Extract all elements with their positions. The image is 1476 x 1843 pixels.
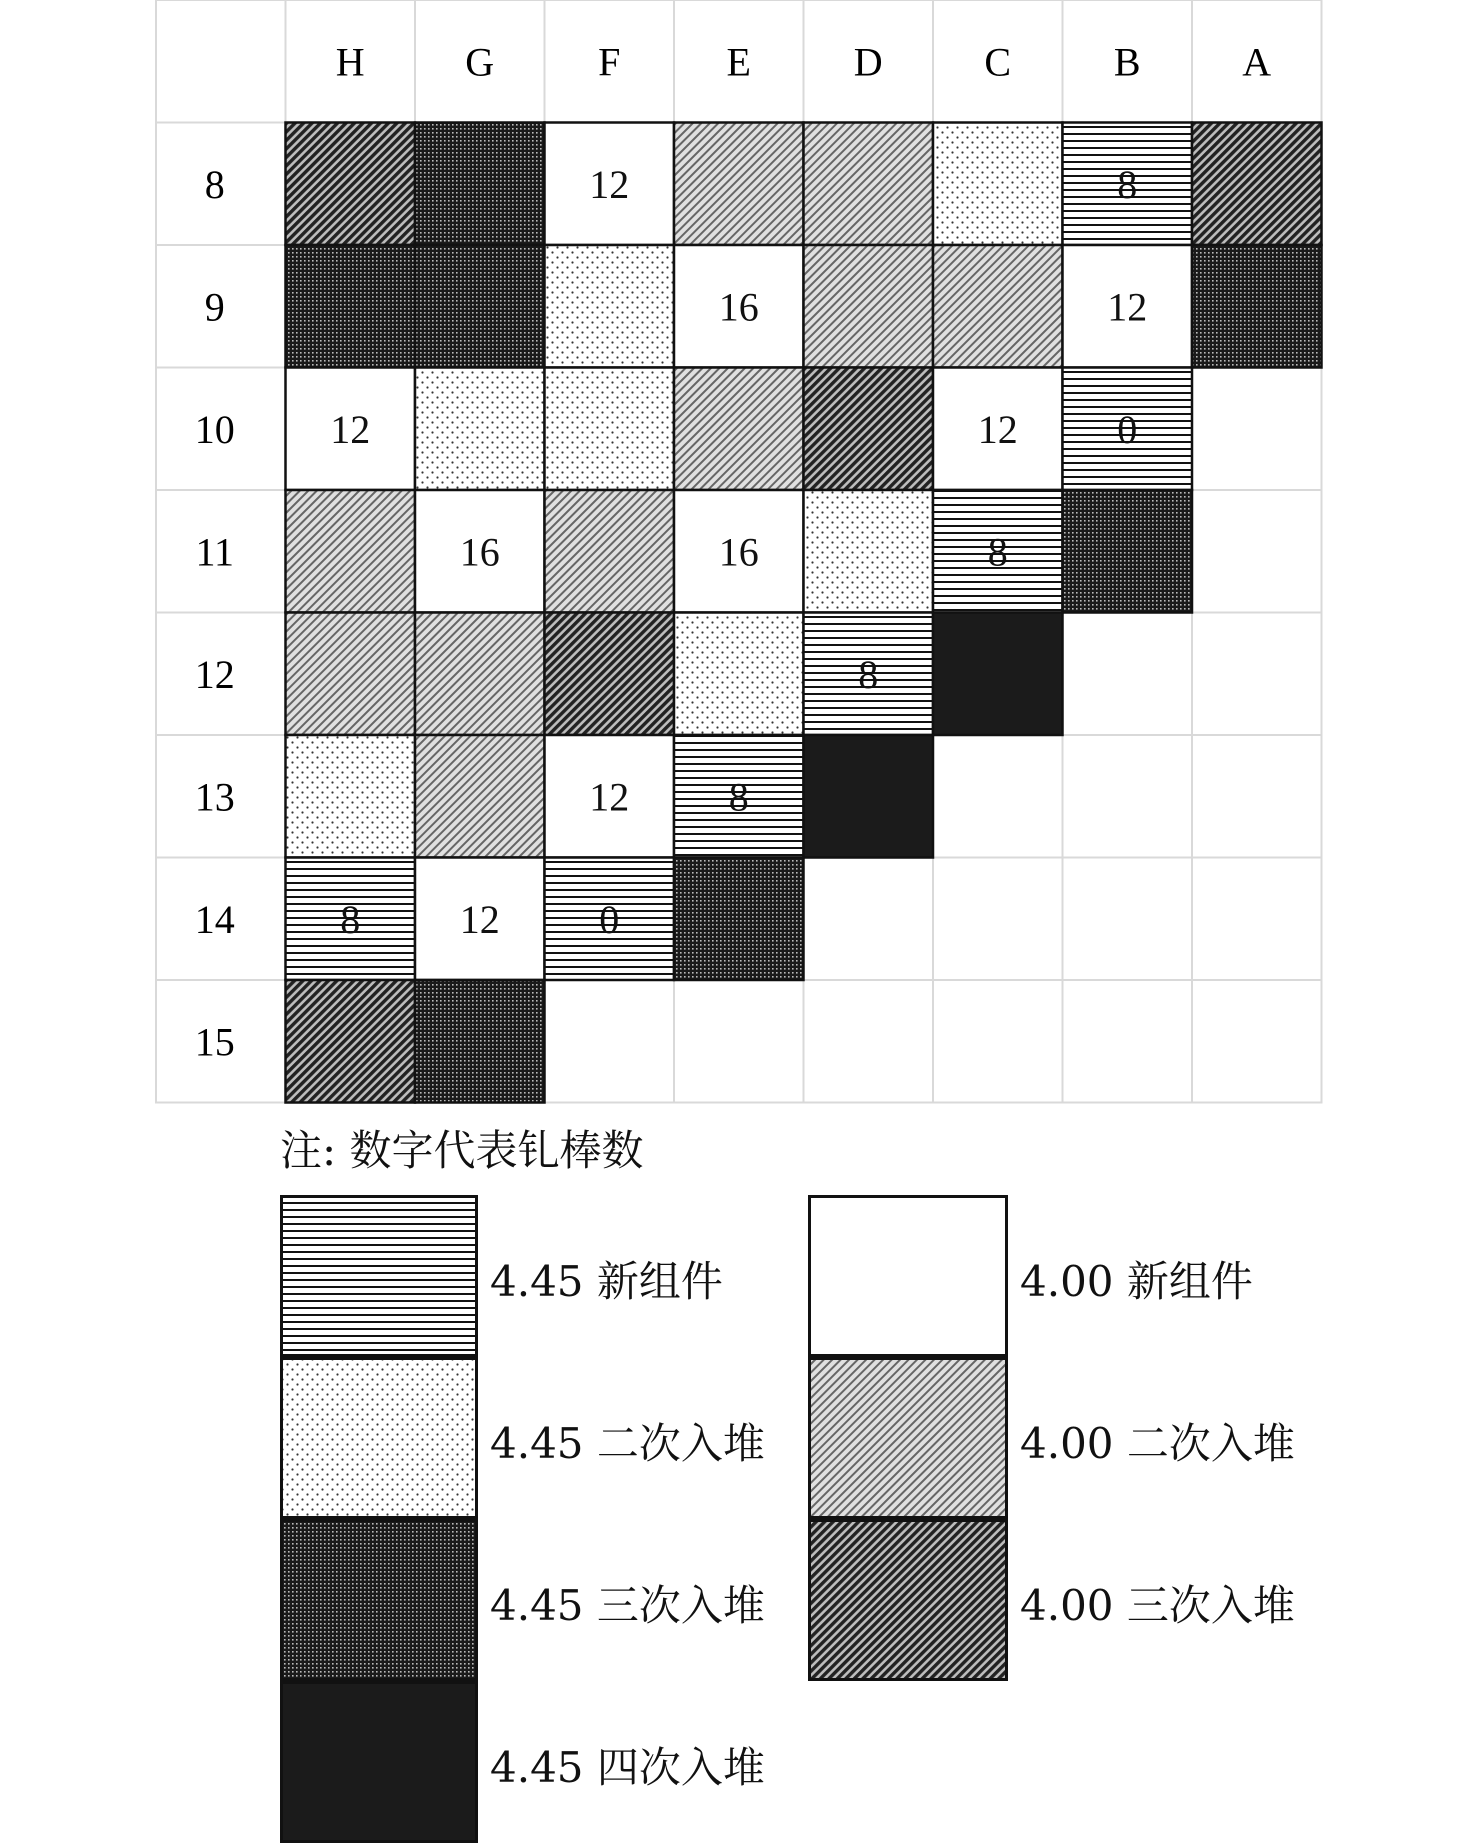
assembly-cell — [286, 613, 416, 736]
assembly-cell — [804, 368, 934, 491]
row-header: 12 — [194, 651, 235, 697]
legend-swatch — [808, 1519, 1008, 1681]
grid-cell — [674, 980, 804, 1103]
gd-rod-count: 12 — [1107, 284, 1148, 330]
column-header: F — [598, 39, 621, 85]
row-header: 11 — [195, 529, 235, 575]
assembly-cell — [286, 980, 416, 1103]
assembly-cell — [415, 368, 545, 491]
assembly-cell — [933, 245, 1063, 368]
gd-rod-count: 12 — [589, 161, 630, 207]
column-header: C — [984, 39, 1012, 85]
column-header: B — [1113, 39, 1141, 85]
assembly-cell — [804, 490, 934, 613]
legend-label: 4.45 二次入堆 — [490, 1419, 765, 1468]
assembly-cell — [1063, 490, 1193, 613]
row-header: 8 — [204, 161, 225, 207]
gd-rod-count: 8 — [987, 529, 1008, 575]
assembly-cell — [545, 368, 675, 491]
assembly-cell — [415, 613, 545, 736]
note-text: 注: 数字代表钆棒数 — [280, 1126, 644, 1175]
legend-swatch — [280, 1519, 478, 1681]
assembly-cell — [286, 490, 416, 613]
assembly-cell — [1192, 245, 1322, 368]
grid-cell — [1192, 980, 1322, 1103]
gd-rod-count: 12 — [589, 774, 630, 820]
assembly-cell — [545, 490, 675, 613]
assembly-cell — [933, 613, 1063, 736]
legend-item — [280, 1357, 790, 1519]
gd-rod-count: 12 — [330, 406, 371, 452]
column-header: D — [853, 39, 883, 85]
legend-swatch — [280, 1681, 478, 1843]
assembly-cell — [545, 245, 675, 368]
assembly-cell — [415, 123, 545, 246]
gd-rod-count: 16 — [459, 529, 500, 575]
grid-cell — [804, 980, 934, 1103]
legend-swatch — [808, 1195, 1008, 1357]
grid-cell — [1063, 735, 1193, 858]
legend-label: 4.00 二次入堆 — [1020, 1419, 1295, 1468]
grid-cell — [1063, 980, 1193, 1103]
row-header: 10 — [194, 406, 235, 452]
assembly-cell — [804, 735, 934, 858]
assembly-cell — [804, 123, 934, 246]
legend-swatch — [280, 1195, 478, 1357]
legend-swatch — [280, 1357, 478, 1519]
gd-rod-count: 12 — [459, 896, 500, 942]
legend-item — [280, 1681, 790, 1843]
row-header: 13 — [194, 774, 235, 820]
gd-rod-count: 8 — [728, 774, 749, 820]
legend-swatch — [808, 1357, 1008, 1519]
legend-label: 4.00 三次入堆 — [1020, 1581, 1295, 1630]
assembly-cell — [1192, 123, 1322, 246]
gd-rod-count: 16 — [718, 529, 759, 575]
grid-cell — [933, 858, 1063, 981]
assembly-cell — [674, 613, 804, 736]
row-header: 14 — [194, 896, 235, 942]
assembly-cell — [286, 245, 416, 368]
row-header: 15 — [194, 1019, 235, 1065]
legend-item — [808, 1195, 1320, 1357]
column-header: G — [465, 39, 495, 85]
grid-cell — [545, 980, 675, 1103]
gd-rod-count: 0 — [599, 896, 620, 942]
legend-item — [280, 1195, 790, 1357]
assembly-cell — [674, 368, 804, 491]
legend-item — [808, 1519, 1320, 1681]
legend-label: 4.45 新组件 — [490, 1257, 723, 1306]
assembly-cell — [415, 980, 545, 1103]
assembly-cell — [286, 735, 416, 858]
legend-item — [808, 1357, 1320, 1519]
column-header: H — [335, 39, 365, 85]
grid-cell — [1192, 858, 1322, 981]
assembly-cell — [674, 123, 804, 246]
grid-cell — [1192, 613, 1322, 736]
gd-rod-count: 8 — [858, 651, 879, 697]
legend-item — [280, 1519, 790, 1681]
grid-cell — [1192, 368, 1322, 491]
assembly-cell — [804, 245, 934, 368]
legend-label: 4.45 四次入堆 — [490, 1743, 765, 1792]
grid-cell — [804, 858, 934, 981]
legend-label: 4.00 新组件 — [1020, 1257, 1253, 1306]
gd-rod-count: 8 — [1117, 161, 1138, 207]
grid-cell — [1192, 735, 1322, 858]
column-header: A — [1242, 39, 1272, 85]
assembly-cell — [545, 613, 675, 736]
grid-cell — [1063, 613, 1193, 736]
assembly-cell — [286, 123, 416, 246]
legend-label: 4.45 三次入堆 — [490, 1581, 765, 1630]
gd-rod-count: 16 — [718, 284, 759, 330]
assembly-cell — [674, 858, 804, 981]
gd-rod-count: 0 — [1117, 406, 1138, 452]
grid-cell — [1063, 858, 1193, 981]
grid-cell — [156, 0, 286, 123]
gd-rod-count: 12 — [977, 406, 1018, 452]
row-header: 9 — [204, 284, 225, 330]
grid-cell — [933, 735, 1063, 858]
column-header: E — [726, 39, 751, 85]
grid-cell — [933, 980, 1063, 1103]
assembly-cell — [415, 735, 545, 858]
assembly-cell — [933, 123, 1063, 246]
grid-cell — [1192, 490, 1322, 613]
assembly-cell — [415, 245, 545, 368]
gd-rod-count: 8 — [340, 896, 361, 942]
